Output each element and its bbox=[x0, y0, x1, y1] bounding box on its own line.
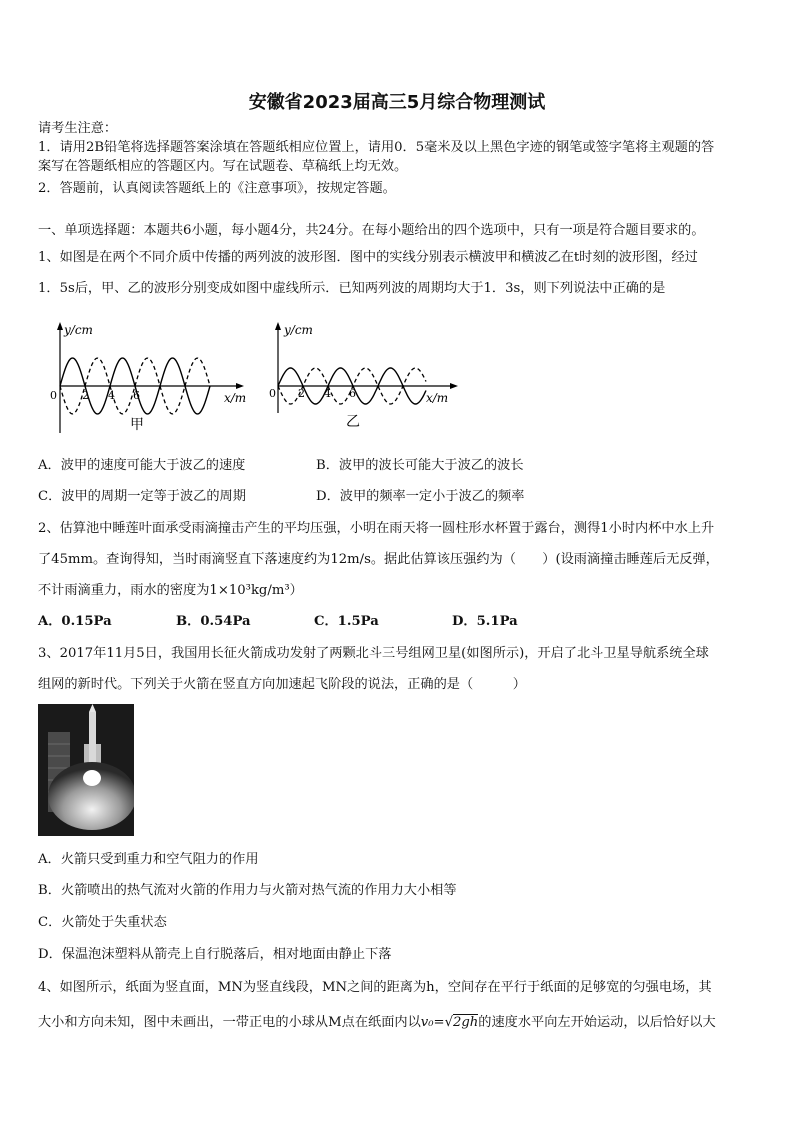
q3-line2: 组网的新时代。下列关于火箭在竖直方向加速起飞阶段的说法，正确的是（ ） bbox=[38, 677, 526, 692]
q1-option-d: D．波甲的频率一定小于波乙的频率 bbox=[316, 489, 525, 504]
tick-label: 6 bbox=[133, 389, 140, 402]
q1-line2: 1．5s后，甲、乙的波形分别变成如图中虚线所示．已知两列波的周期均大于1．3s，则下列说法中正确的是 bbox=[38, 281, 666, 296]
tick-label: 4 bbox=[108, 389, 115, 402]
q2-line1: 2、估算池中睡莲叶面承受雨滴撞击产生的平均压强，小明在雨天将一圆柱形水杯置于露台，测得1小时内杯中水上升 bbox=[38, 521, 715, 536]
tick-label: 2 bbox=[298, 387, 305, 400]
tick-label: 4 bbox=[324, 387, 331, 400]
q3-option-a: A．火箭只受到重力和空气阻力的作用 bbox=[38, 852, 259, 867]
y-axis-arrow-icon bbox=[57, 322, 63, 330]
q2-line2: 了45mm。查询得知，当时雨滴竖直下落速度约为12m/s。据此估算该压强约为（ ）(设雨滴撞击睡莲后无反弹， bbox=[38, 552, 719, 567]
rocket-launch-photo bbox=[38, 704, 134, 836]
q1-option-b: B．波甲的波长可能大于波乙的波长 bbox=[316, 458, 524, 473]
velocity-formula: v₀= bbox=[420, 1015, 445, 1030]
q2-option-d: D．5.1Pa bbox=[452, 614, 518, 629]
tick-label: 2 bbox=[82, 389, 89, 402]
origin-label: 0 bbox=[269, 387, 276, 400]
y-axis-arrow-icon bbox=[275, 322, 281, 330]
x-axis-label: x/m bbox=[224, 391, 247, 405]
tick-label: 6 bbox=[349, 387, 356, 400]
sqrt-radicand: 2gh bbox=[452, 1015, 479, 1030]
notice-item-2: 2．答题前，认真阅读答题纸上的《注意事项》，按规定答题。 bbox=[38, 181, 396, 196]
q3-option-b: B．火箭喷出的热气流对火箭的作用力与火箭对热气流的作用力大小相等 bbox=[38, 883, 457, 898]
wave-figure-b bbox=[262, 318, 462, 430]
x-axis-label: x/m bbox=[426, 391, 449, 405]
y-axis-label: y/cm bbox=[64, 323, 93, 337]
q3-option-c: C．火箭处于失重状态 bbox=[38, 915, 167, 930]
wave-figure-a bbox=[40, 318, 250, 440]
q4-line2 bbox=[38, 1014, 716, 1032]
q4-line2-end: 的速度水平向左开始运动，以后恰好以大 bbox=[478, 1015, 716, 1030]
page-title: 安徽省2023届高三5月综合物理测试 bbox=[248, 92, 546, 113]
origin-label: 0 bbox=[50, 389, 57, 402]
q2-option-b: B．0.54Pa bbox=[176, 614, 251, 629]
q3-line1: 3、2017年11月5日，我国用长征火箭成功发射了两颗北斗三号组网卫星(如图所示)，开启了北斗卫星导航系统全球 bbox=[38, 646, 709, 661]
x-axis-arrow-icon bbox=[236, 383, 244, 389]
y-axis-label: y/cm bbox=[284, 323, 313, 337]
notice-item-1a: 1．请用2B铅笔将选择题答案涂填在答题纸相应位置上，请用0．5毫米及以上黑色字迹的钢笔或签字笔将主观题的答 bbox=[38, 140, 715, 155]
q4-line1: 4、如图所示，纸面为竖直面，MN为竖直线段，MN之间的距离为h，空间存在平行于纸面的足够宽的匀强电场，其 bbox=[38, 980, 712, 995]
notice-item-1b: 案写在答题纸相应的答题区内。写在试题卷、草稿纸上均无效。 bbox=[38, 159, 408, 174]
q2-option-a: A．0.15Pa bbox=[38, 614, 112, 629]
notice-heading: 请考生注意： bbox=[38, 121, 118, 136]
q2-option-c: C．1.5Pa bbox=[314, 614, 379, 629]
q2-line3: 不计雨滴重力，雨水的密度为1×10³kg/m³） bbox=[38, 583, 303, 598]
q4-line2-start: 大小和方向未知，图中未画出，一带正电的小球从M点在纸面内以 bbox=[38, 1015, 421, 1030]
q1-line1: 1、如图是在两个不同介质中传播的两列波的波形图．图中的实线分别表示横波甲和横波乙在t时刻的波形图，经过 bbox=[38, 250, 698, 265]
q3-option-d: D．保温泡沫塑料从箭壳上自行脱落后，相对地面由静止下落 bbox=[38, 947, 392, 962]
x-axis-arrow-icon bbox=[450, 383, 458, 389]
sqrt-sign-icon: √ bbox=[444, 1015, 453, 1030]
figure-caption: 甲 bbox=[130, 417, 144, 433]
q1-option-a: A．波甲的速度可能大于波乙的速度 bbox=[38, 458, 246, 473]
section-heading: 一、单项选择题：本题共6小题，每小题4分，共24分。在每小题给出的四个选项中，只有一项是符合题目要求的。 bbox=[38, 223, 705, 238]
figure-caption: 乙 bbox=[346, 414, 360, 430]
q1-option-c: C．波甲的周期一定等于波乙的周期 bbox=[38, 489, 246, 504]
